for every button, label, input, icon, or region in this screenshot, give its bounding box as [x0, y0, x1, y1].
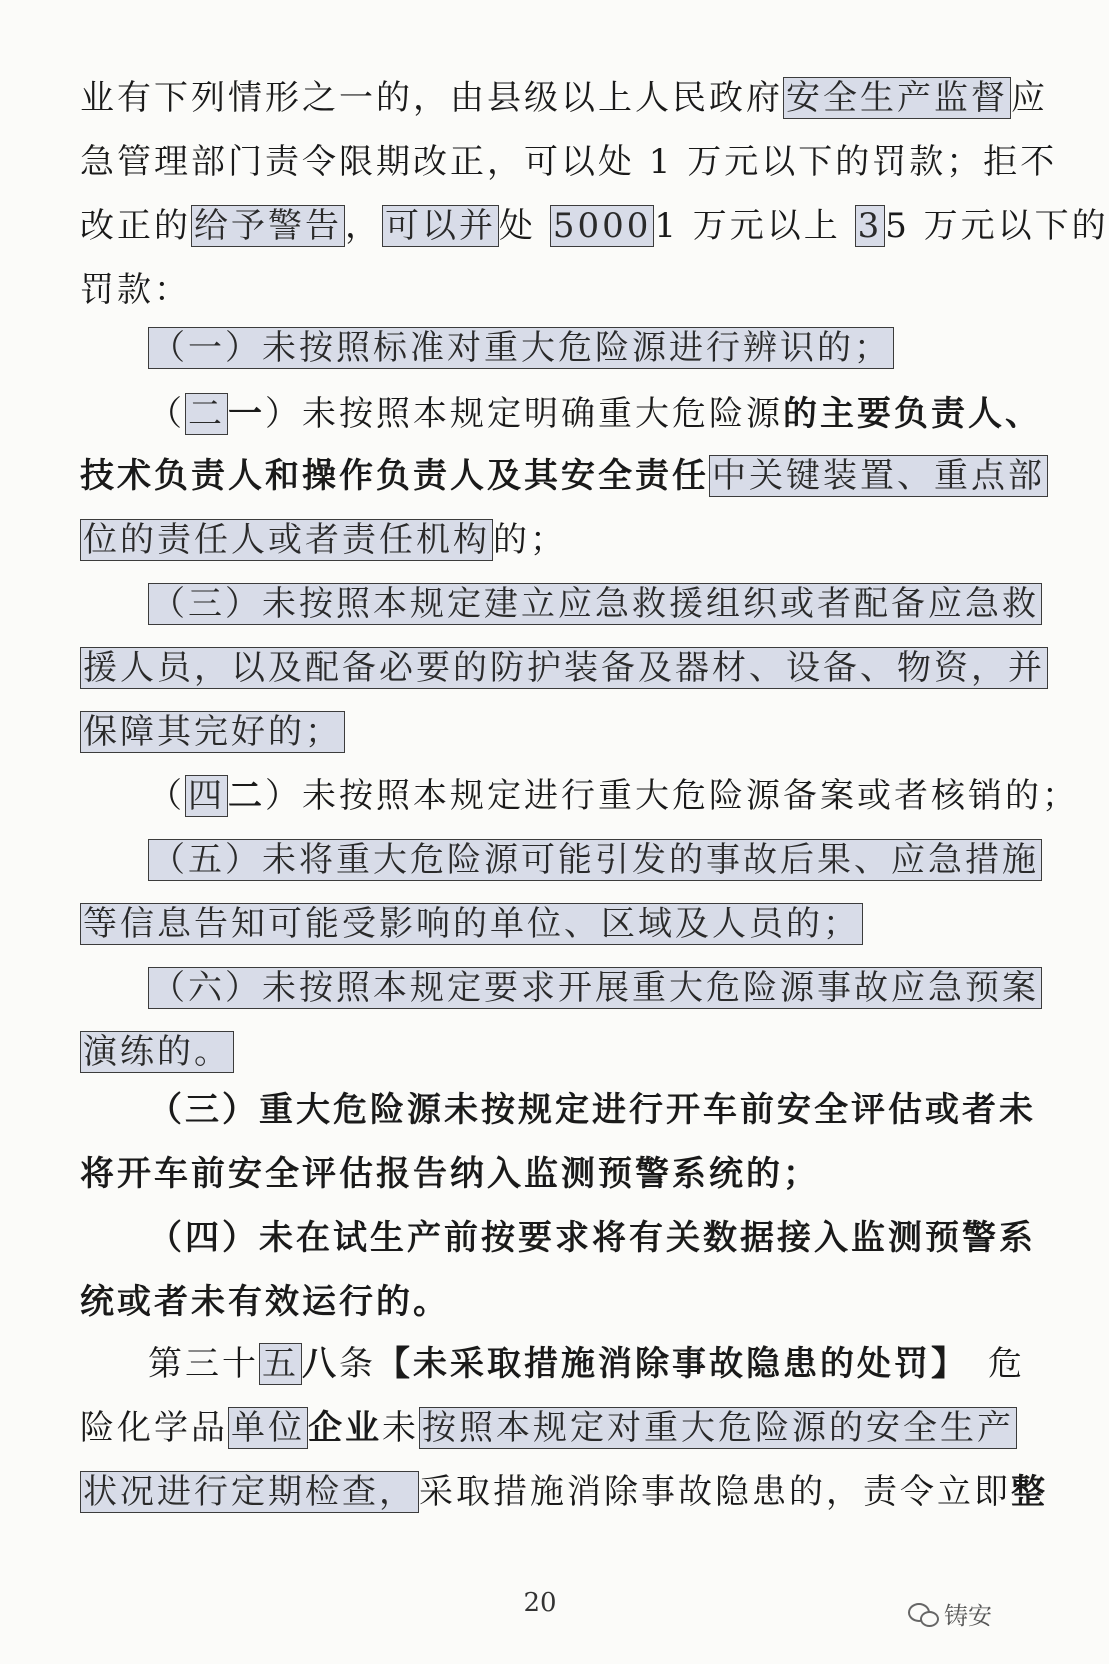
- text-run: 急管理部门责令限期改正，可以处 1 万元以下的罚款；拒不: [80, 142, 1058, 182]
- deleted-text: 可以并: [382, 205, 499, 247]
- deleted-text: 5000: [550, 205, 655, 247]
- watermark-text: 铸安: [944, 1602, 992, 1630]
- text-run: 5 万元以下的: [885, 206, 1109, 246]
- text-line: [80, 706, 1010, 758]
- text-line: [80, 1026, 1010, 1078]
- text-line: [80, 898, 1010, 950]
- text-run: 1 万元以上: [654, 206, 855, 246]
- text-run: 罚款：: [80, 270, 191, 310]
- inserted-text: （三）重大危险源未按规定进行开车前安全评估或者未: [148, 1090, 1036, 1130]
- text-run: 改正的: [80, 206, 191, 246]
- watermark: [908, 1596, 992, 1631]
- deleted-text: 安全生产监督: [783, 77, 1011, 119]
- deleted-text: 等信息告知可能受影响的单位、区域及人员的；: [80, 903, 863, 945]
- deleted-text: 单位: [228, 1407, 308, 1449]
- inserted-text: 二: [228, 776, 265, 816]
- deleted-text: 援人员，以及配备必要的防护装备及器材、设备、物资，并: [80, 647, 1048, 689]
- text-line: [80, 450, 1045, 502]
- deleted-text: 演练的。: [80, 1031, 234, 1073]
- text-line: [80, 642, 1045, 694]
- deleted-text: （六）未按照本规定要求开展重大危险源事故应急预案: [148, 967, 1042, 1009]
- text-run: 的；: [493, 520, 567, 560]
- deleted-text: 中关键装置、重点部: [709, 455, 1048, 497]
- text-run: 处: [499, 206, 550, 246]
- text-line: [80, 136, 1058, 188]
- text-run: ）未按照本规定明确重大危险源: [265, 394, 783, 434]
- text-line: [148, 834, 1039, 886]
- inserted-text: （四）未在试生产前按要求将有关数据接入监测预警系: [148, 1218, 1036, 1258]
- inserted-text: 的主要负责人、: [783, 394, 1042, 434]
- inserted-text: 八: [302, 1344, 339, 1384]
- text-line: [80, 200, 1109, 252]
- text-line: [80, 72, 1048, 124]
- text-line: [148, 770, 1079, 822]
- text-line: [80, 264, 1010, 316]
- wechat-icon: [908, 1601, 938, 1627]
- deleted-text: 二: [185, 393, 228, 435]
- text-line: [148, 962, 1039, 1014]
- text-line: [148, 1212, 1036, 1264]
- page-number: 20: [523, 1588, 557, 1618]
- text-run: ，: [345, 206, 382, 246]
- text-run: 未: [382, 1408, 419, 1448]
- deleted-text: 状况进行定期检查，: [80, 1471, 419, 1513]
- text-line: [148, 322, 1010, 374]
- inserted-text: 【未采取措施消除事故隐患的处罚】: [376, 1344, 951, 1384]
- deleted-text: （一）未按照标准对重大危险源进行辨识的；: [148, 327, 894, 369]
- inserted-text: 统或者未有效运行的。: [80, 1282, 450, 1322]
- text-run: 险化学品: [80, 1408, 228, 1448]
- inserted-text: 整: [1011, 1472, 1048, 1512]
- text-line: [80, 1148, 1010, 1200]
- deleted-text: 四: [185, 775, 228, 817]
- text-run: 采取措施消除事故隐患的，责令立即: [419, 1472, 1011, 1512]
- deleted-text: 按照本规定对重大危险源的安全生产: [419, 1407, 1017, 1449]
- deleted-text: （五）未将重大危险源可能引发的事故后果、应急措施: [148, 839, 1042, 881]
- text-run: 业有下列情形之一的，由县级以上人民政府: [80, 78, 783, 118]
- text-line: [148, 388, 1042, 440]
- deleted-text: 五: [259, 1343, 302, 1385]
- text-run: 第三十: [148, 1344, 259, 1384]
- text-line: [80, 1402, 1014, 1454]
- inserted-text: 企业: [308, 1408, 382, 1448]
- inserted-text: 一: [228, 394, 265, 434]
- text-run: （: [148, 394, 185, 434]
- deleted-text: （三）未按照本规定建立应急救援组织或者配备应急救: [148, 583, 1042, 625]
- deleted-text: 位的责任人或者责任机构: [80, 519, 493, 561]
- text-line: [80, 514, 1010, 566]
- text-run: 危: [951, 1344, 1025, 1384]
- text-run: 应: [1011, 78, 1048, 118]
- text-run: （: [148, 776, 185, 816]
- text-line: [80, 1276, 1010, 1328]
- inserted-text: 将开车前安全评估报告纳入监测预警系统的；: [80, 1154, 820, 1194]
- text-run: ）未按照本规定进行重大危险源备案或者核销的；: [265, 776, 1079, 816]
- deleted-text: 给予警告: [191, 205, 345, 247]
- deleted-text: 保障其完好的；: [80, 711, 345, 753]
- text-line: [148, 578, 1039, 630]
- text-line: [148, 1084, 1036, 1136]
- text-line: [80, 1466, 1048, 1518]
- deleted-text: 3: [855, 205, 886, 247]
- inserted-text: 技术负责人和操作负责人及其安全责任: [80, 456, 709, 496]
- text-line: [148, 1338, 1025, 1390]
- text-run: 条: [339, 1344, 376, 1384]
